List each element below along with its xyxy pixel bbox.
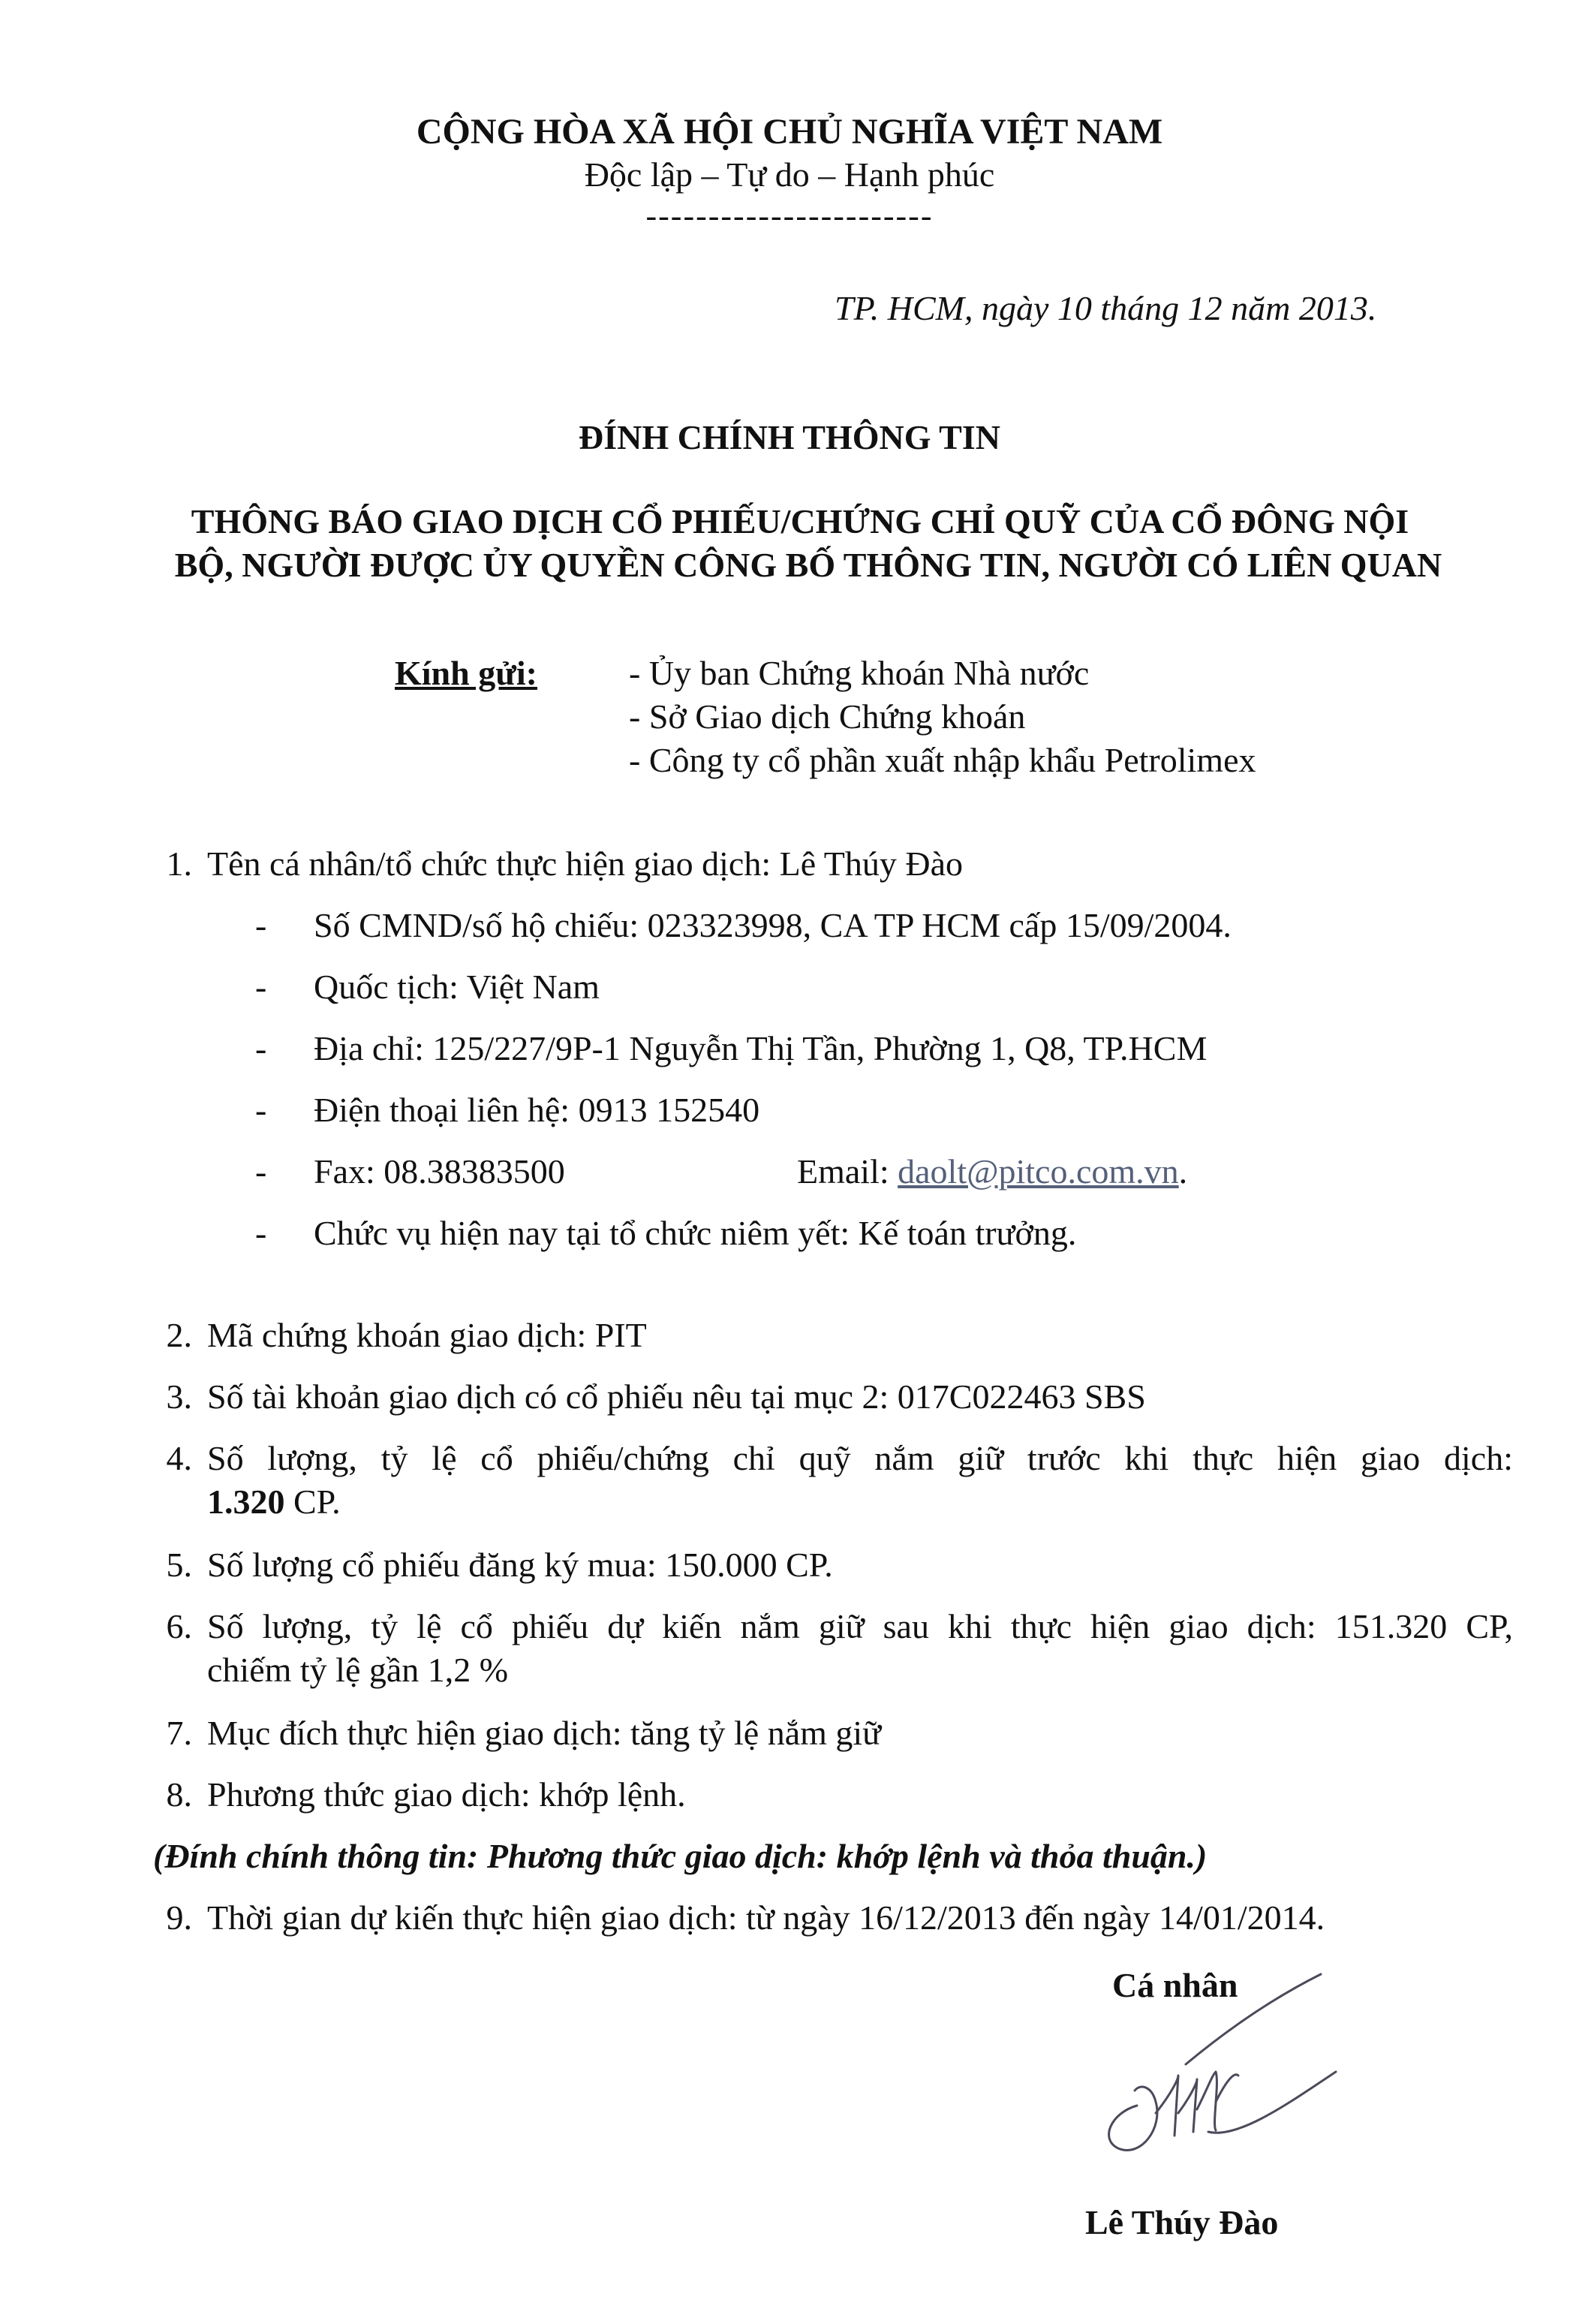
item-4-value: 1.320 — [207, 1483, 285, 1521]
item-1-text: Tên cá nhân/tổ chức thực hiện giao dịch: Lê Thúy Đào — [207, 844, 964, 883]
signature-label: Cá nhân — [1112, 1966, 1238, 2004]
item-7-text: Mục đích thực hiện giao dịch: tăng tỷ lệ nắm giữ — [207, 1714, 882, 1752]
bullet-dash: - — [255, 1091, 267, 1129]
item-number: 6. — [166, 1607, 192, 1645]
detail-id-number: Số CMND/số hộ chiếu: 023323998, CA TP HCM cấp 15/09/2004. — [314, 906, 1232, 944]
email-end: . — [1178, 1152, 1188, 1191]
bullet-dash: - — [255, 906, 267, 944]
detail-email — [797, 1151, 1187, 1191]
item-number: 8. — [166, 1775, 192, 1814]
bullet-dash: - — [255, 968, 267, 1006]
recipients-label: Kính gửi: — [395, 654, 537, 692]
item-4-line-1: Số lượng, tỷ lệ cổ phiếu/chứng chỉ quỹ nắm giữ trước khi thực hiện giao dịch: — [207, 1439, 1513, 1477]
item-number: 5. — [166, 1546, 192, 1584]
email-label: Email: — [797, 1152, 898, 1191]
item-number: 3. — [166, 1377, 192, 1416]
item-6-line-2: chiếm tỷ lệ gần 1,2 % — [207, 1651, 509, 1689]
signatory-name: Lê Thúy Đào — [1085, 2203, 1279, 2241]
item-3-text: Số tài khoản giao dịch có cổ phiếu nêu tại mục 2: 017C022463 SBS — [207, 1377, 1146, 1416]
item-8-text: Phương thức giao dịch: khớp lệnh. — [207, 1775, 686, 1814]
item-number: 2. — [166, 1316, 192, 1354]
item-number: 7. — [166, 1714, 192, 1752]
recipient-item: - Công ty cổ phần xuất nhập khẩu Petrolimex — [629, 741, 1256, 779]
detail-address: Địa chỉ: 125/227/9P-1 Nguyễn Thị Tần, Phường 1, Q8, TP.HCM — [314, 1029, 1208, 1067]
detail-fax: Fax: 08.38383500 — [314, 1152, 565, 1191]
email-link[interactable]: daolt@pitco.com.vn — [898, 1152, 1179, 1191]
item-2-text: Mã chứng khoán giao dịch: PIT — [207, 1316, 647, 1354]
item-5-text: Số lượng cổ phiếu đăng ký mua: 150.000 CP. — [207, 1546, 833, 1584]
item-4-unit: CP. — [284, 1483, 341, 1521]
correction-note: (Đính chính thông tin: Phương thức giao dịch: khớp lệnh và thỏa thuận.) — [153, 1837, 1208, 1875]
item-number: 9. — [166, 1898, 192, 1937]
item-4-line-2 — [207, 1482, 341, 1522]
recipient-item: - Sở Giao dịch Chứng khoán — [629, 697, 1026, 736]
item-6-line-1: Số lượng, tỷ lệ cổ phiếu dự kiến nắm giữ sau khi thực hiện giao dịch: 151.320 CP, — [207, 1607, 1513, 1645]
subtitle-line-1: THÔNG BÁO GIAO DỊCH CỔ PHIẾU/CHỨNG CHỈ QUỸ CỦA CỔ ĐÔNG NỘI — [191, 502, 1409, 540]
detail-position: Chức vụ hiện nay tại tổ chức niêm yết: Kế toán trưởng. — [314, 1214, 1077, 1252]
detail-nationality: Quốc tịch: Việt Nam — [314, 968, 600, 1006]
signature-mark — [1066, 1952, 1381, 2177]
detail-phone: Điện thoại liên hệ: 0913 152540 — [314, 1091, 760, 1129]
header-separator: ----------------------- — [645, 197, 934, 234]
bullet-dash: - — [255, 1029, 267, 1067]
recipient-item: - Ủy ban Chứng khoán Nhà nước — [629, 654, 1090, 692]
country-heading: CỘNG HÒA XÃ HỘI CHỦ NGHĨA VIỆT NAM — [416, 112, 1163, 152]
bullet-dash: - — [255, 1152, 267, 1191]
bullet-dash: - — [255, 1214, 267, 1252]
subtitle-line-2: BỘ, NGƯỜI ĐƯỢC ỦY QUYỀN CÔNG BỐ THÔNG TIN, NGƯỜI CÓ LIÊN QUAN — [174, 546, 1442, 584]
date-line: TP. HCM, ngày 10 tháng 12 năm 2013. — [835, 289, 1377, 327]
item-number: 4. — [166, 1439, 192, 1477]
motto: Độc lập – Tự do – Hạnh phúc — [584, 155, 995, 194]
item-number: 1. — [166, 844, 192, 883]
document-title: ĐÍNH CHÍNH THÔNG TIN — [579, 418, 1000, 456]
item-9-text: Thời gian dự kiến thực hiện giao dịch: từ ngày 16/12/2013 đến ngày 14/01/2014. — [207, 1898, 1325, 1937]
